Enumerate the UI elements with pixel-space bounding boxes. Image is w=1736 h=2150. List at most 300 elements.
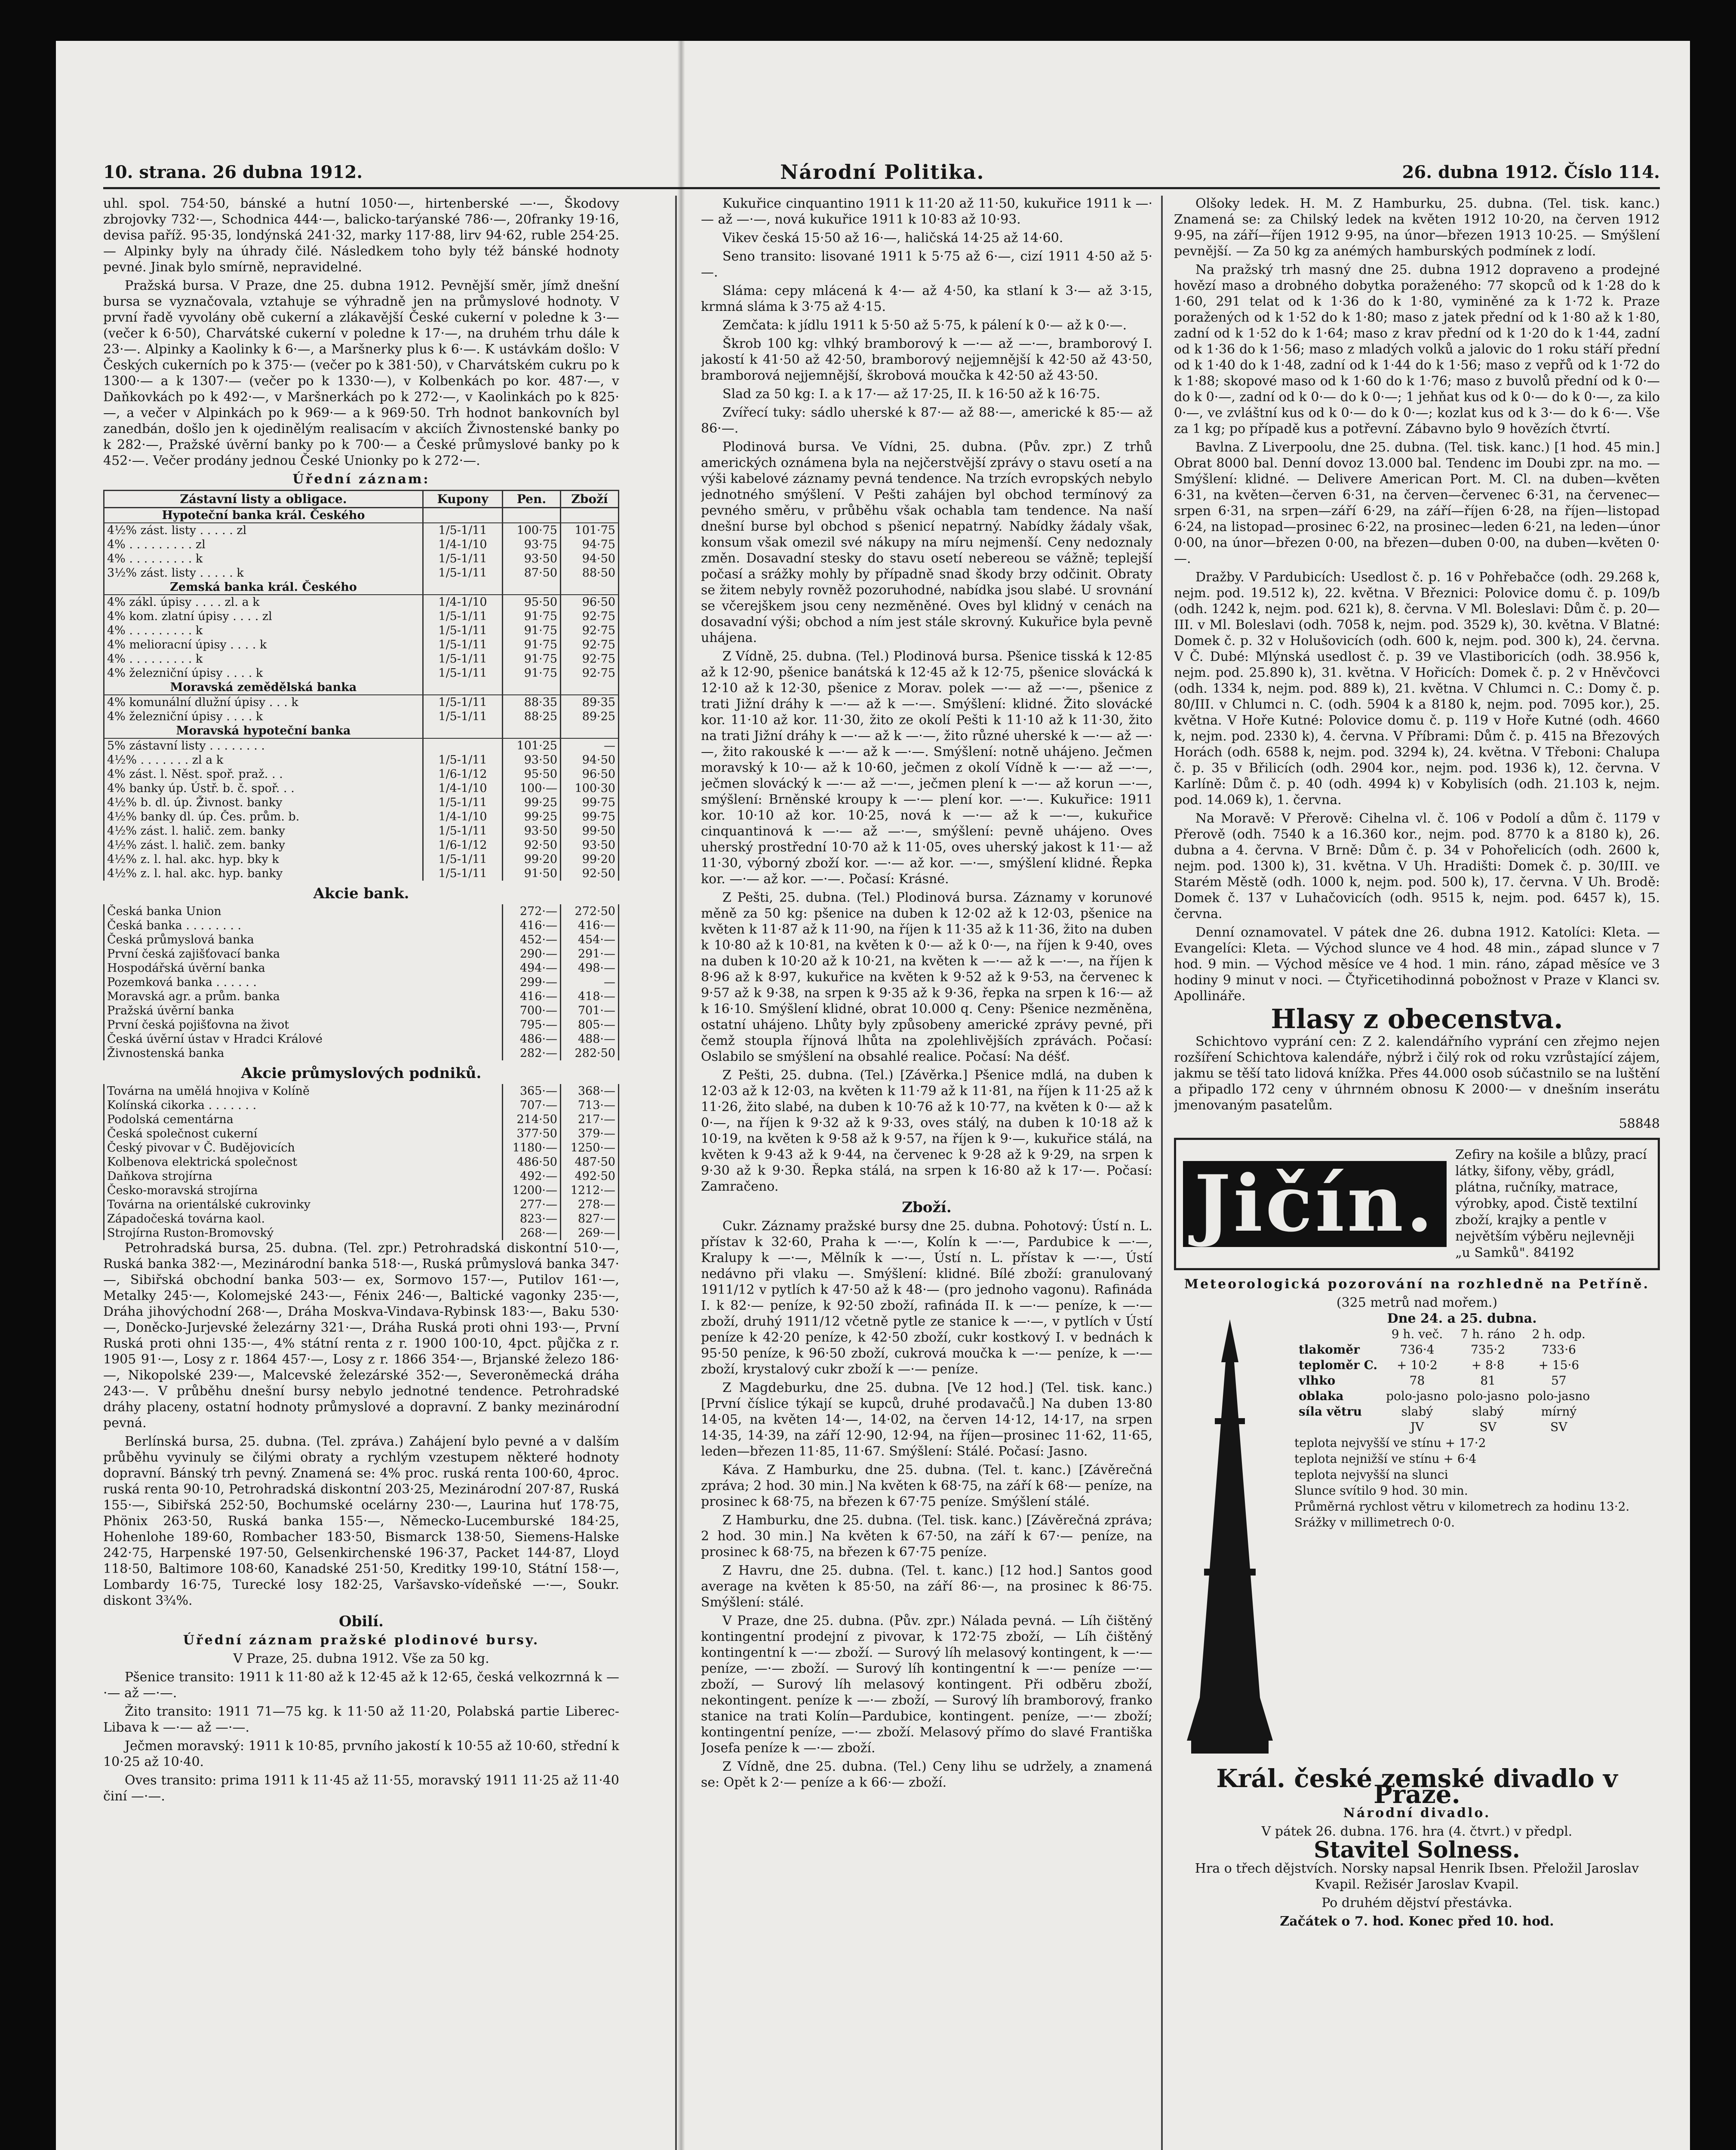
meteo-cell: slabý xyxy=(1401,1404,1433,1419)
cell: 4½% z. l. hal. akc. hyp. banky xyxy=(104,866,423,881)
cell: 4% zást. l. Něst. spoř. praž. . . xyxy=(104,767,423,781)
schicht-notice: Schichtovo vyprání cen: Z 2. kalendářního vyprání cen zřejmo nejen rozšíření Schichtova kalendáře, nýbrž i čilý rok od roku vzrůstající zájem, jakmu se těší tato lidová knížka. Přes 44.000 osob súčastnilo se na luštění a připadlo 172 ceny v úhrnném obnosu K 2000·— v dnešním inserátu jmenovaným pasatelům. xyxy=(1174,1034,1660,1113)
bond-row xyxy=(104,796,619,810)
meteo-cell: + 8·8 xyxy=(1471,1358,1505,1372)
cell: 214·50 xyxy=(503,1112,561,1127)
industrial-shares-rows xyxy=(104,1084,619,1240)
meteo-note: Průměrná rychlost větru v kilometrech za hodinu 13·2. xyxy=(1294,1499,1630,1514)
intermission-note: Po druhém dějství přestávka. xyxy=(1321,1895,1512,1910)
cell: Česko-moravská strojírna xyxy=(104,1183,503,1198)
cell: Moravská hypoteční banka xyxy=(104,724,423,738)
meteo-rows xyxy=(1294,1342,1594,1435)
fat-prices: Zvířecí tuky: sádlo uherské k 87·— až 88·—, americké k 85·— až 86·—. xyxy=(701,405,1152,436)
cell: Zemská banka král. Českého xyxy=(104,580,423,595)
cell: 486·50 xyxy=(503,1155,561,1169)
meteo-cell: 81 xyxy=(1480,1373,1496,1388)
meteo-row xyxy=(1294,1388,1594,1404)
ad-brand: Jičín. xyxy=(1183,1161,1447,1247)
cell: 99·20 xyxy=(503,852,561,866)
cell: 4½% b. dl. úp. Živnost. banky xyxy=(104,796,423,810)
cell: Kolínská cikorka . . . . . . . xyxy=(104,1098,503,1112)
national-theatre: Národní divadlo. xyxy=(1343,1806,1491,1821)
start-end-times: Začátek o 7. hod. Konec před 10. hod. xyxy=(1280,1914,1554,1929)
cell: 99·75 xyxy=(561,796,619,810)
cell: 454·— xyxy=(561,933,619,947)
meteo-section xyxy=(1174,1311,1660,1762)
cell: 713·— xyxy=(561,1098,619,1112)
cell: Hypoteční banka král. Českého xyxy=(104,508,423,523)
play-title: Stavitel Solness. xyxy=(1314,1837,1520,1863)
cell: 494·— xyxy=(503,961,561,975)
bonds-header-money: Pen. xyxy=(503,491,561,508)
cell: 91·50 xyxy=(503,866,561,881)
meteo-cell: 733·6 xyxy=(1541,1342,1576,1357)
industrial-share-row xyxy=(104,1084,619,1098)
cell: 87·50 xyxy=(503,566,561,580)
meteo-note: teplota nejnižší ve stínu + 6·4 xyxy=(1294,1452,1477,1466)
industrial-shares-heading: Akcie průmyslových podniků. xyxy=(241,1065,482,1082)
straw-prices: Sláma: cepy mlácená k 4·— až 4·50, ka stlaní k 3·— až 3·15, krmná sláma k 3·75 až 4·15. xyxy=(701,283,1152,314)
cell: 1/4-1/10 xyxy=(423,781,503,796)
cell: 1/5-1/11 xyxy=(423,710,503,724)
cell: 91·75 xyxy=(503,638,561,652)
chile-saltpeter: Olšoky ledek. H. M. Z Hamburku, 25. dubna. (Tel. tisk. kanc.) Znamená se: za Chilský ledek na květen 1912 10·20, na červen 1912 9·95, na září—říjen 1912 9·95, na únor—březen 1913 10·25. — Smýšlení pevnější. — Za 50 kg za anémých hamburských podmínek z lodí. xyxy=(1174,196,1660,259)
cell: 4% melioracní úpisy . . . . k xyxy=(104,638,423,652)
cell: 4% banky úp. Ústř. b. č. spoř. . . xyxy=(104,781,423,796)
bond-row xyxy=(104,638,619,652)
bank-share-row xyxy=(104,961,619,975)
cell: Moravská agr. a prům. banka xyxy=(104,989,503,1004)
cell: Hospodářská úvěrní banka xyxy=(104,961,503,975)
bond-row xyxy=(104,852,619,866)
meteo-cell: síla větru xyxy=(1299,1404,1362,1419)
meteo-col-morning: 7 h. ráno xyxy=(1460,1327,1515,1341)
cell: Moravská zemědělská banka xyxy=(104,680,423,695)
masthead-title: Národní Politika. xyxy=(780,160,985,184)
industrial-share-row xyxy=(104,1112,619,1127)
cell: 1/5-1/11 xyxy=(423,824,503,838)
grain-subheading: Úřední záznam pražské plodinové bursy. xyxy=(183,1633,540,1648)
cell: 94·75 xyxy=(561,538,619,552)
meteo-cell: polo-jasno xyxy=(1456,1389,1519,1403)
cell: 282·50 xyxy=(561,1046,619,1060)
newspaper-page xyxy=(56,41,1690,2150)
pest-closing: Z Pešti, 25. dubna. (Tel.) [Závěrka.] Pšenice mdlá, na duben k 12·03 až k 12·03, na květen k 11·79 až k 11·81, na říjen k 11·25 až k 11·26, žito slabé, na duben k 10·76 až k 10·77, na květen k 0·— až k 0·—, na říjen k 9·32 až k 9·33, oves stálý, na duben k 10·18 až k 10·19, na květen k 9·58 až k 9·57, na říjen k 9·—, kukuřice stálá, na květen k 9·43 až k 9·44, na červenec k 9·28 až k 9·29, na srpen k 9·30 až k 9·30. Řepka stálá, na srpen k 16·80 až k 17·—. Počasí: Zamračeno. xyxy=(701,1068,1152,1194)
meteo-table xyxy=(1294,1327,1594,1435)
cell: 1200·— xyxy=(503,1183,561,1198)
vienna-produce-bourse: Plodinová bursa. Ve Vídni, 25. dubna. (Pův. zpr.) Z trhů amerických oznámena byla na nejčerstvější zprávy o stavu osetí a na výši kabelové záznamy pevná tendence. Na trzích evropských nebylo jednotného smýšlení. V Pešti zahájen byl obchod termínový za pevného směru, v průběhu však ochabla tam tendence. Na naší dnešní burse byl obchod s pšenicí nepatrný. Nabídky žádaly však, konsum však omezil své nákupy na míru nejmenší. Ceny nedoznaly změn. Dosavadní stesky do stavu osetí nebereou se vážně; teplejší počasí a srážky mohly by případně snad škody brzy odčinit. Obraty se žitem nebyly rovněž pozoruhodné, nabídka jsou slabé. U srovnání se včerejškem jsou ceny nezměněné. Oves byl klidný v cenách na dosavadní výši; obchod a ním jest stále skrovný. Kukuřice byla pevně uhájena. xyxy=(701,439,1152,645)
cell: 4% . . . . . . . . . k xyxy=(104,624,423,638)
meteo-cell: 735·2 xyxy=(1471,1342,1506,1357)
meteo-days: Dne 24. a 25. dubna. xyxy=(1387,1311,1537,1326)
cell xyxy=(423,724,503,738)
cell: 1/4-1/10 xyxy=(423,538,503,552)
cell xyxy=(503,680,561,695)
industrial-shares-table xyxy=(103,1084,619,1240)
cell: 88·35 xyxy=(503,695,561,710)
cell: 492·50 xyxy=(561,1169,619,1183)
cell: 4½% . . . . . . . zl a k xyxy=(104,753,423,767)
meteo-cell: vlhko xyxy=(1299,1373,1336,1388)
cell: 1/5-1/11 xyxy=(423,796,503,810)
industrial-share-row xyxy=(104,1183,619,1198)
cell: 4½% zást. l. halič. zem. banky xyxy=(104,824,423,838)
bank-share-row xyxy=(104,975,619,989)
cell xyxy=(561,724,619,738)
cell: 418·— xyxy=(561,989,619,1004)
bond-row xyxy=(104,624,619,638)
cell: 99·50 xyxy=(561,824,619,838)
cell: 805·— xyxy=(561,1018,619,1032)
pest-produce-bourse: Z Pešti, 25. dubna. (Tel.) Plodinová bursa. Záznamy v korunové měně za 50 kg: pšenice na duben k 12·02 až k 12·03, pšenice na květen k 11·87 až k 11·90, na říjen k 11·35 až k 11·36, žito na duben k 10·80 až k 10·81, na květen k 0·— až k 0·—, na říjen k 9·40, oves na duben k 10·20 až k 10·21, na květen k —·— až k —·—, na říjen k 8·96 až k 8·97, kukuřice na květen k 9·52 až k 9·53, na červenec k 9·57 až k 9·38, na srpen k 9·35 až k 9·36, řepka na srpen k 16·— až k 16·10. Smýšlení klidné, obrat 10.000 q. Ceny: Pšenice nezměněna, ostatní uhájeno. Lhůty byly způsobeny americké zprávy pevné, při čemž stoupla říjnová lhůta na zpolehlivějších zprávách. Počasí: Oslabilo se smýšlení na obsahlé realice. Počasí: Na déšť. xyxy=(701,890,1152,1064)
meteo-col-evening: 9 h. več. xyxy=(1391,1327,1443,1341)
bank-share-row xyxy=(104,1032,619,1046)
cell: Továrna na umělá hnojiva v Kolíně xyxy=(104,1084,503,1098)
prague-bourse-report: Pražská bursa. V Praze, dne 25. dubna 1912. Pevnější směr, jímž dnešní bursa se vyznačovala, vztahuje se výhradně jen na průmyslové hodnoty. V první řadě vyvolány obě cukerní a zlákavější České cukerní v poledne k 3·— (večer k 6·50), Charvátské cukerní v poledne k 17·—, na druhém trhu dále k 23·—. Alpinky a Kaolinky k 6·—, a Maršnerky plus k 6·—. K ustávkám došlo: V Českých cukerních po k 375·— (večer po k 381·50), v Charvátském cukru po k 1300·— a k 1307·— (večer po k 1330·—), v Kolbenkách po kor. 487·—, v Daňkovkách po k 492·—, v Maršnerkách po k 272·—, v Kaolinkách po k 825·—, a večer v Alpinkách po k 969·— a k 969·50. Trh hodnot bankovních byl zanedbán, došlo jen k ojedinělým realisacím v akciích Živnostenské banky po k 282·—, Pražské úvěrní banky po k 700·— a České průmyslové banky po k 452·—. Večer prodány jednou České Unionky po k 272·—. xyxy=(103,278,619,468)
bond-row xyxy=(104,824,619,838)
cell: 95·50 xyxy=(503,767,561,781)
cell: 91·75 xyxy=(503,624,561,638)
cell: 93·50 xyxy=(503,824,561,838)
meteo-note: Slunce svítilo 9 hod. 30 min. xyxy=(1294,1484,1468,1498)
hay-prices: Seno transito: lisované 1911 k 5·75 až 6·—, cizí 1911 4·50 až 5·—. xyxy=(701,249,1152,280)
cell: 1/5-1/11 xyxy=(423,866,503,881)
cell: — xyxy=(561,975,619,989)
cell: 91·75 xyxy=(503,652,561,666)
meteo-cell: teploměr C. xyxy=(1299,1358,1378,1372)
cell: 89·25 xyxy=(561,710,619,724)
cell: 365·— xyxy=(503,1084,561,1098)
meteo-note: Srážky v millimetrech 0·0. xyxy=(1294,1515,1455,1530)
bank-shares-heading: Akcie bank. xyxy=(313,885,409,902)
notice-number: 58848 xyxy=(1619,1116,1660,1131)
meteo-cell: 78 xyxy=(1409,1373,1425,1388)
meat-market: Na pražský trh masný dne 25. dubna 1912 dopraveno a prodejné hovězí maso a drobného dobytka poraženého: 77 skopců od k 1·28 do k 1·60, 291 telat od k 1·36 do k 1·80, vyminěné za k 1·72 k. Praze poražených od k 1·52 do k 1·80; maso z jatek přední od k 1·80 až k 1·80, zadní od k 1·52 do k 1·64; maso z krav přední od k 1·20 do k 1·44, zadní od k 1·36 do k 1·56; maso z mladých volků a jalovic do 1 roku stáří přední od k 1·40 do k 1·48, zadní od k 1·44 do k 1·56; maso z vepřů od k 1·72 do k 1·88; skopové maso od k 1·60 do k 1·76; maso z buvolů přední od k 0·— do k 0·—, zadní od k 0·— do k 0·—; 1 jehňat kus od k 0·— do k 0·—, za kilo 0·—, ve zvláštní kus od k 0·— do k 0·—; kozlat kus od k 3·— do k 6·—. Vše za 1 kg; po případě kus a potřevní. Zábavno bylo 9 hovězích čtvrtí. xyxy=(1174,262,1660,436)
industrial-share-row xyxy=(104,1127,619,1141)
bond-row xyxy=(104,538,619,552)
cell: 498·— xyxy=(561,961,619,975)
column-rule-2 xyxy=(1161,196,1163,2150)
cell: 290·— xyxy=(503,947,561,961)
cell: 101·25 xyxy=(503,738,561,753)
cell: 488·— xyxy=(561,1032,619,1046)
cell: Český pivovar v Č. Budějovicích xyxy=(104,1141,503,1155)
berlin-bourse: Berlínská bursa, 25. dubna. (Tel. zpráva.) Zahájení bylo pevné a v dalším průběhu vyvinuly se čilými obraty a rychlým vzestupem některé hodnoty dopravní. Bánský trh pevný. Znamená se: 4% proc. ruská renta 100·60, 4proc. ruská renta 90·10, Petrohradská diskontní 203·25, Mezinárodní 207·87, Ruská 155·—, Sibiřská 252·50, Bochumské ocelárny 230·—, Laurina huť 178·75, Phönix 263·50, Ruská banka 155·—, Německo-Lucemburské 184·25, Hohenlohe 189·60, Rombacher 183·50, Bismarck 138·50, Siemens-Halske 242·75, Harpenské 197·50, Gelsenkirchenské 196·37, Packet 144·87, Lloyd 118·50, Baltimore 108·60, Kanadské 251·50, Kreditky 199·10, Státní 158·—, Lombardy 16·75, Turecké losy 182·25, Varšavsko-vídeňské —·—, Soukr. diskont 3¾%. xyxy=(103,1434,619,1608)
cell: 278·— xyxy=(561,1198,619,1212)
cell: 93·50 xyxy=(503,753,561,767)
cell: Daňkova strojírna xyxy=(104,1169,503,1183)
meteo-notes xyxy=(1294,1435,1629,1530)
meteo-cell: + 10·2 xyxy=(1397,1358,1438,1372)
cell: 1/6-1/12 xyxy=(423,838,503,852)
cell: 486·— xyxy=(503,1032,561,1046)
cell: 92·50 xyxy=(503,838,561,852)
cell: 92·75 xyxy=(561,624,619,638)
performance-date: V pátek 26. dubna. 176. hra (4. čtvrt.) v předpl. xyxy=(1261,1824,1573,1839)
meteo-title: Meteorologická pozorování na rozhledně na Petříně. xyxy=(1184,1277,1650,1292)
cell: 1180·— xyxy=(503,1141,561,1155)
meteo-cell: 736·4 xyxy=(1400,1342,1435,1357)
cell: 379·— xyxy=(561,1127,619,1141)
cell: 92·75 xyxy=(561,666,619,680)
cell: 1212·— xyxy=(561,1183,619,1198)
cell: 701·— xyxy=(561,1004,619,1018)
bond-row xyxy=(104,523,619,538)
industrial-share-row xyxy=(104,1169,619,1183)
cell: 377·50 xyxy=(503,1127,561,1141)
cell: 4% komunální dlužní úpisy . . . k xyxy=(104,695,423,710)
cell: 1/6-1/12 xyxy=(423,767,503,781)
official-record-heading: Úřední záznam: xyxy=(292,472,430,487)
cell: 89·35 xyxy=(561,695,619,710)
cell: 795·— xyxy=(503,1018,561,1032)
bond-row xyxy=(104,566,619,580)
cell: 4% . . . . . . . . . zl xyxy=(104,538,423,552)
cell: 92·75 xyxy=(561,609,619,624)
wheat-prices: Pšenice transito: 1911 k 11·80 až k 12·45 až k 12·65, česká velkozrnná k —·— až —·—. xyxy=(103,1670,619,1701)
cell: 1/4-1/10 xyxy=(423,810,503,824)
bond-row xyxy=(104,810,619,824)
bond-row xyxy=(104,595,619,609)
cell xyxy=(503,508,561,523)
cell: Kolbenova elektrická společnost xyxy=(104,1155,503,1169)
cell: 487·50 xyxy=(561,1155,619,1169)
cell: 272·— xyxy=(503,904,561,918)
meteo-cell: JV xyxy=(1410,1420,1424,1434)
cell: 1/5-1/11 xyxy=(423,695,503,710)
bonds-header-name: Zástavní listy a obligace. xyxy=(104,491,423,508)
bond-row xyxy=(104,508,619,523)
cell: 268·— xyxy=(503,1226,561,1240)
barley-prices: Ječmen moravský: 1911 k 10·85, prvního jakostí k 10·55 až 10·60, střední k 10·25 až 10·40. xyxy=(103,1738,619,1769)
sugar-report: Cukr. Záznamy pražské bursy dne 25. dubna. Pohotový: Ústí n. L. přístav k 32·60, Praha k —·—, Kolín k —·—, Pardubice k —·—, Kralupy k —·—, Mělník k —·—, Ústí n. L. přístav k —·—, Ústí nedávno při vlaku —. Smýšlení: klidné. Bílé zboží: granulovaný 1911/12 v pytlích k 47·50 až k 48·— (pro jednoho vagonu). Rafináda I. k 82·— peníze, k 92·50 zboží, rafináda II. k —·— peníze, k —·— zboží, druhý 1911/12 včetně pytle ze stanice k —·—, v pytlích v Ústí peníze k 42·20 peníze, k 42·50 zboží, cukr kostkový I. v bednách k 95·50 peníze, k 96·50 zboží, cukrová moučka k —·— peníze, k —·— zboží, krystalový cukr zboží k —·— peníze. xyxy=(701,1219,1152,1377)
bank-share-row xyxy=(104,1046,619,1060)
bond-row xyxy=(104,753,619,767)
cell: 93·75 xyxy=(503,538,561,552)
industrial-share-row xyxy=(104,1098,619,1112)
bank-share-row xyxy=(104,904,619,918)
bond-row xyxy=(104,652,619,666)
petrin-tower-icon xyxy=(1174,1311,1286,1762)
bank-share-row xyxy=(104,933,619,947)
bonds-table xyxy=(103,490,619,881)
rye-prices: Žito transito: 1911 71—75 kg. k 11·50 až 11·20, Polabská partie Liberec-Libava k —·— až —·—. xyxy=(103,1704,619,1735)
cell: 1/4-1/10 xyxy=(423,595,503,609)
cell: 94·50 xyxy=(561,753,619,767)
meteo-cell: oblaka xyxy=(1299,1389,1344,1403)
vienna-market-report: uhl. spol. 754·50, bánské a hutní 1050·—, hirtenberské —·—, Škodovy zbrojovky 732·—, Schodnica 444·—, balicko-tarýanské 786·—, 20franky 19·16, devisa paříž. 95·35, londýnská 241·32, marky 117·88, lirv 94·62, ruble 254·25. — Alpinky byly na úhrady čilé. Následkem toho byly též bánské hodnoty pevné. Jinak bylo smírně, nepravidelné. xyxy=(103,196,619,275)
cell: 96·50 xyxy=(561,595,619,609)
bond-rows xyxy=(104,508,619,881)
bank-share-row xyxy=(104,918,619,933)
vienna-spirits: Z Vídně, dne 25. dubna. (Tel.) Ceny lihu se udržely, a znamená se: Opět k 2·— peníze a k 66·— zboží. xyxy=(701,1759,1152,1790)
theatre-heading: Král. české zemské divadlo v Praze. xyxy=(1216,1764,1618,1809)
bond-row xyxy=(104,552,619,566)
header-right: 26. dubna 1912. Číslo 114. xyxy=(1402,162,1660,182)
cell: 299·— xyxy=(503,975,561,989)
potato-prices: Zemčata: k jídlu 1911 k 5·50 až 5·75, k pálení k 0·— až k 0·—. xyxy=(722,318,1127,333)
oats-prices: Oves transito: prima 1911 k 11·45 až 11·55, moravský 1911 11·25 až 11·40 činí —·—. xyxy=(103,1773,619,1804)
cell: 368·— xyxy=(561,1084,619,1098)
cell: 4½% banky dl. úp. Čes. prům. b. xyxy=(104,810,423,824)
cell: 1/5-1/11 xyxy=(423,552,503,566)
cell: 1/5-1/11 xyxy=(423,852,503,866)
bond-row xyxy=(104,838,619,852)
meteo-cell: polo-jasno xyxy=(1527,1389,1590,1403)
meteo-note: teplota nejvyšší na slunci xyxy=(1294,1468,1448,1482)
cell: 291·— xyxy=(561,947,619,961)
cell: Strojírna Ruston-Bromovský xyxy=(104,1226,503,1240)
meteo-cell: polo-jasno xyxy=(1386,1389,1448,1403)
cell: 94·50 xyxy=(561,552,619,566)
bank-share-row xyxy=(104,1018,619,1032)
cell: Česká průmyslová banka xyxy=(104,933,503,947)
cell: 217·— xyxy=(561,1112,619,1127)
cell: 92·75 xyxy=(561,652,619,666)
cell: 99·25 xyxy=(503,810,561,824)
cell: 416·— xyxy=(503,918,561,933)
cell: 95·50 xyxy=(503,595,561,609)
bond-row xyxy=(104,695,619,710)
auctions-moravia: Na Moravě: V Přerově: Cihelna vl. č. 106 v Podolí a dům č. 1179 v Přerově (odh. 7540 k a 16.360 kor., nejm. pod. 8770 k a 8180 k), 26. dubna a 4. června. V Brně: Dům č. p. 34 v Pohořelicích (odh. 2600 k, nejm. pod. 1300 k), 31. května. V Uh. Hradišti: Domek č. p. 30/III. ve Starém Městě (odh. 1000 k, nejm. pod. 500 k), 17. června. V Uh. Brodě: Domek č. 137 v Luhačovicích (odh. 9515 k, nejm. pod. 6457 k), 15. června. xyxy=(1174,811,1660,921)
public-voices-heading: Hlasy z obecenstva. xyxy=(1271,1003,1563,1035)
cell: 452·— xyxy=(503,933,561,947)
cell: 93·50 xyxy=(503,552,561,566)
industrial-share-row xyxy=(104,1212,619,1226)
bond-row xyxy=(104,580,619,595)
auctions: Dražby. V Pardubicích: Usedlost č. p. 16 v Pohřebačce (odh. 29.268 k, nejm. pod. 19.512 k), 22. května. V Březnici: Polovice domu č. p. 109/b (odh. 1242 k, nejm. pod. 621 k), 8. června. V Ml. Boleslavi: Dům č. p. 20—III. v Ml. Boleslavi (odh. 7058 k, nejm. pod. 3529 k), 30. května. V Blatné: Domek č. p. 32 v Holušovicích (odh. 600 k, nejm. pod. 300 k), 24. června. V Č. Dubé: Mlýnská usedlost č. p. 39 ve Vlastiboricích (odh. 38.956 k, nejm. pod. 25.890 k), 31. května. V Hořicích: Domek č. p. 2 v Hněvčovci (odh. 1334 k, nejm. pod. 889 k), 21. května. V Chlumci n. C.: Domy č. p. 80/III. v Chlumci n. C. (odh. 5904 k a 8180 k, nejm. pod. 7095 kor.), 25. května. V Hoře Kutné: Polovice domu č. p. 119 v Hoře Kutné (odh. 4660 k, nejm. pod. 2330 k), 4. června. V Příbrami: Dům č. p. 415 na Březových Horách (odh. 6588 k, nejm. pod. 3294 k), 24. května. V Třeboni: Chalupa č. p. 35 v Břilicích (odh. 2904 kor., nejm. pod. 1936 k), 12. června. V Karlíně: Dům č. p. 40 (odh. 4994 k) v Kobylisích (odh. 21.103 k, nejm. pod. 14.069 k), 1. června. xyxy=(1174,570,1660,808)
malt-prices: Slad za 50 kg: I. a k 17·— až 17·25, II. k 16·50 až k 16·75. xyxy=(722,387,1100,402)
cell: 4% . . . . . . . . . k xyxy=(104,552,423,566)
cell: 100·75 xyxy=(503,523,561,538)
cell: Česká společnost cukerní xyxy=(104,1127,503,1141)
page-fold xyxy=(677,41,685,2150)
cell: 3½% zást. listy . . . . . k xyxy=(104,566,423,580)
cell: Podolská cementárna xyxy=(104,1112,503,1127)
cell: 99·75 xyxy=(561,810,619,824)
cell: 1/5-1/11 xyxy=(423,566,503,580)
bank-share-row xyxy=(104,989,619,1004)
cell: 4% . . . . . . . . . k xyxy=(104,652,423,666)
bonds-header-coupons: Kupony xyxy=(423,491,503,508)
havre-report: Z Havru, dne 25. dubna. (Tel. t. kanc.) [12 hod.] Santos good average na květen k 85·50, na září 86·—, na prosinec k 86·75. Smýšlení: stálé. xyxy=(701,1563,1152,1610)
cell: 99·20 xyxy=(561,852,619,866)
page-header xyxy=(103,157,1660,189)
cell: 92·50 xyxy=(561,866,619,881)
bond-row xyxy=(104,724,619,738)
cell xyxy=(561,680,619,695)
cell: 4% železniční úpisy . . . . k xyxy=(104,710,423,724)
meteo-cell: + 15·6 xyxy=(1538,1358,1579,1372)
cell: 416·— xyxy=(561,918,619,933)
cell: 1/5-1/11 xyxy=(423,652,503,666)
cell: První česká pojišťovna na život xyxy=(104,1018,503,1032)
hamburg-report: Z Hamburku, dne 25. dubna. (Tel. tisk. kanc.) [Závěrečná zpráva; 2 hod. 30 min.] Na květen k 67·50, na září k 67·— peníze, na prosinec k 68·75, na březen k 67·75 peníze. xyxy=(701,1513,1152,1560)
column-2 xyxy=(701,196,1152,2150)
spirits-report: V Praze, dne 25. dubna. (Pův. zpr.) Nálada pevná. — Líh čištěný kontingentní prodejní z pivovar, k 172·75 zboží, — Líh čištěný kontingentní k —·— zboží. — Surový líh melasový kontingent, k —·— peníze, —·— zboží. — Surový líh kontingentní k —·— peníze —·— zboží, — Surový líh melasový kontingent. Při odběru zboží, nekontingent. peníze k —·— zboží, — Surový líh bramborový, franko stanice na trati Kolín—Pardubice, kontingent. peníze, —·— zboží; kontingentní peníze, —·— zboží. Melasový přímo do slavé Františka Josefa peníze k —·— zboží. xyxy=(701,1613,1152,1756)
cell: 91·75 xyxy=(503,609,561,624)
play-credits: Hra o třech dějstvích. Norsky napsal Henrik Ibsen. Přeložil Jaroslav Kvapil. Režisér Jaroslav Kvapil. xyxy=(1195,1861,1639,1892)
meteo-cell: slabý xyxy=(1472,1404,1504,1419)
cell: 700·— xyxy=(503,1004,561,1018)
jicin-advertisement xyxy=(1174,1138,1660,1270)
vienna-telegram: Z Vídně, 25. dubna. (Tel.) Plodinová bursa. Pšenice tisská k 12·85 až k 12·90, pšenice banátská k 12·45 až k 12·75, pšenice slovácká k 12·10 až k 12·30, pšenice z Morav. polek —·— až —·—, pšenice z trati Jižní dráhy k —·— až k —·—. Smýšlení: klidné. Žito slovácké kor. 11·10 až kor. 11·30, žito ze okolí Pešti k 11·10 až k 11·30, žito na trati Jižní dráhy k —·— až k —·—, žito různé uherské k —·— až —·—, žito rakouské k —·— až k —·—. Smýšlení: notně uhájeno. Ječmen moravský k 10·— až k 10·60, ječmen z okolí Vídně k —·— až —·—, ječmen slovácký k —·— až —·—, ječmen plení k —·— až korun —·—, smýšlení: Brněnské kroupy k —·— plení kor. —·—. Kukuřice: 1911 kor. 10·10 až kor. 10·25, nová k —·— až k —·—, kukuřice cinquantinová k —·— až —·—, smýšlení: pevně uhájeno. Oves uherský prostřední 10·70 až k 11·05, oves uherský jakost k 11·— až 11·30, výborný zboží kor. —·— až kor. —·—, smýšlení klidné. Řepka kor. —·— až kor. —·—. Počasí: Krásné. xyxy=(701,649,1152,887)
goods-heading: Zboží. xyxy=(902,1199,952,1216)
meteo-col-afternoon: 2 h. odp. xyxy=(1532,1327,1585,1341)
meteo-cell: SV xyxy=(1479,1420,1496,1434)
cell xyxy=(503,580,561,595)
cell: Česká banka . . . . . . . . xyxy=(104,918,503,933)
cell: 492·— xyxy=(503,1169,561,1183)
cell: 88·25 xyxy=(503,710,561,724)
cell xyxy=(503,724,561,738)
meteo-cell: tlakoměr xyxy=(1299,1342,1360,1357)
industrial-share-row xyxy=(104,1226,619,1240)
cell xyxy=(561,580,619,595)
cell: 1250·— xyxy=(561,1141,619,1155)
cell: 277·— xyxy=(503,1198,561,1212)
starch-prices: Škrob 100 kg: vlhký bramborový k —·— až —·—, bramborový I. jakostí k 41·50 až 42·50, bramborový nejjemnější k 42·50 až 43·50, bramborová nejjemnější, škrobová moučka k 42·50 až 43·50. xyxy=(701,336,1152,383)
industrial-share-row xyxy=(104,1155,619,1169)
bonds-header-goods: Zboží xyxy=(561,491,619,508)
cell: 4% kom. zlatní úpisy . . . . zl xyxy=(104,609,423,624)
bond-row xyxy=(104,680,619,695)
column-3 xyxy=(1174,196,1660,2150)
cell: 4% železniční úpisy . . . . k xyxy=(104,666,423,680)
cell: 4½% z. l. hal. akc. hyp. bky k xyxy=(104,852,423,866)
cell: 93·50 xyxy=(561,838,619,852)
cell: 823·— xyxy=(503,1212,561,1226)
meteo-note: teplota nejvyšší ve stínu + 17·2 xyxy=(1294,1436,1486,1450)
industrial-share-row xyxy=(104,1141,619,1155)
bank-share-row xyxy=(104,947,619,961)
cell xyxy=(561,508,619,523)
meteo-subtitle: (325 metrů nad mořem.) xyxy=(1336,1295,1498,1310)
cell: 5% zástavní listy . . . . . . . . xyxy=(104,738,423,753)
meteo-cell: SV xyxy=(1550,1420,1567,1434)
meteo-row xyxy=(1294,1342,1594,1358)
bond-row xyxy=(104,609,619,624)
cell: 1/5-1/11 xyxy=(423,609,503,624)
magdeburg-report: Z Magdeburku, dne 25. dubna. [Ve 12 hod.] (Tel. tisk. kanc.) [První číslice týkají se kupců, druhé prodavačů.] Na duben 13·80 14·05, na květen 14·—, 14·02, na červen 14·12, 14·17, na srpen 14·35, 14·39, na září 12·90, 12·94, na říjen—prosinec 11·62, 11·65, leden—březen 11·85, 11·67. Smýšlení: Stálé. Počasí: Jasno. xyxy=(701,1380,1152,1459)
meteo-row xyxy=(1294,1358,1594,1373)
cell: První česká zajišťovací banka xyxy=(104,947,503,961)
meteo-cell xyxy=(1294,1419,1382,1435)
industrial-share-row xyxy=(104,1198,619,1212)
cell xyxy=(423,508,503,523)
cell xyxy=(423,580,503,595)
cell: 4% zákl. úpisy . . . . zl. a k xyxy=(104,595,423,609)
corn-prices: Kukuřice cinquantino 1911 k 11·20 až 11·50, kukuřice 1911 k —·— až —·—, nová kukuřice 1911 k 10·83 až 10·93. xyxy=(701,196,1152,227)
meteo-cell: mírný xyxy=(1541,1404,1577,1419)
cell: 4½% zást. listy . . . . . zl xyxy=(104,523,423,538)
meteo-row xyxy=(1294,1419,1594,1435)
cell: Pražská úvěrní banka xyxy=(104,1004,503,1018)
bond-row xyxy=(104,767,619,781)
cell: 1/5-1/11 xyxy=(423,753,503,767)
cell: — xyxy=(561,738,619,753)
cell: 1/5-1/11 xyxy=(423,638,503,652)
cell: 827·— xyxy=(561,1212,619,1226)
bond-row xyxy=(104,738,619,753)
bank-shares-rows xyxy=(104,904,619,1060)
grain-heading: Obilí. xyxy=(339,1613,384,1630)
bond-row xyxy=(104,710,619,724)
cell: Pozemková banka . . . . . . xyxy=(104,975,503,989)
meteo-row xyxy=(1294,1373,1594,1388)
cell: 99·25 xyxy=(503,796,561,810)
petersburg-bourse: Petrohradská bursa, 25. dubna. (Tel. zpr.) Petrohradská diskontní 510·—, Ruská banka 382·—, Mezinárodní banka 518·—, Ruská průmyslová banka 347·—, Sibiřská obchodní banka 503·— ex, Sormovo 157·—, Putilov 161·—, Metalky 245·—, Kolomejské 243·—, Fénix 246·—, Baltické vagonky 235·—, Dráha jihovýchodní 268·—, Dráha Moskva-Vindava-Rybinsk 183·—, Baku 530·—, Doněcko-Jurjevské železárny 321·—, Dráha Ruská proti ohni 193·—, První Ruská proti ohni 135·—, 4% státní renta z r. 1900 100·10, 4pct. půjčka z r. 1905 91·—, Losy z r. 1864 457·—, Losy z r. 1866 354·—, Brjanské železo 186·—, Nikopolské 239·—, Malcevské železárské 352·—, Severoněmecká dráha 243·—. V průběhu dnešní bursy nebylo jednotné tendence. Petrohradské dráhy placeny, ostatní hodnoty průmyslové a dopravní. Z banky mezinárodní pevná. xyxy=(103,1241,619,1431)
